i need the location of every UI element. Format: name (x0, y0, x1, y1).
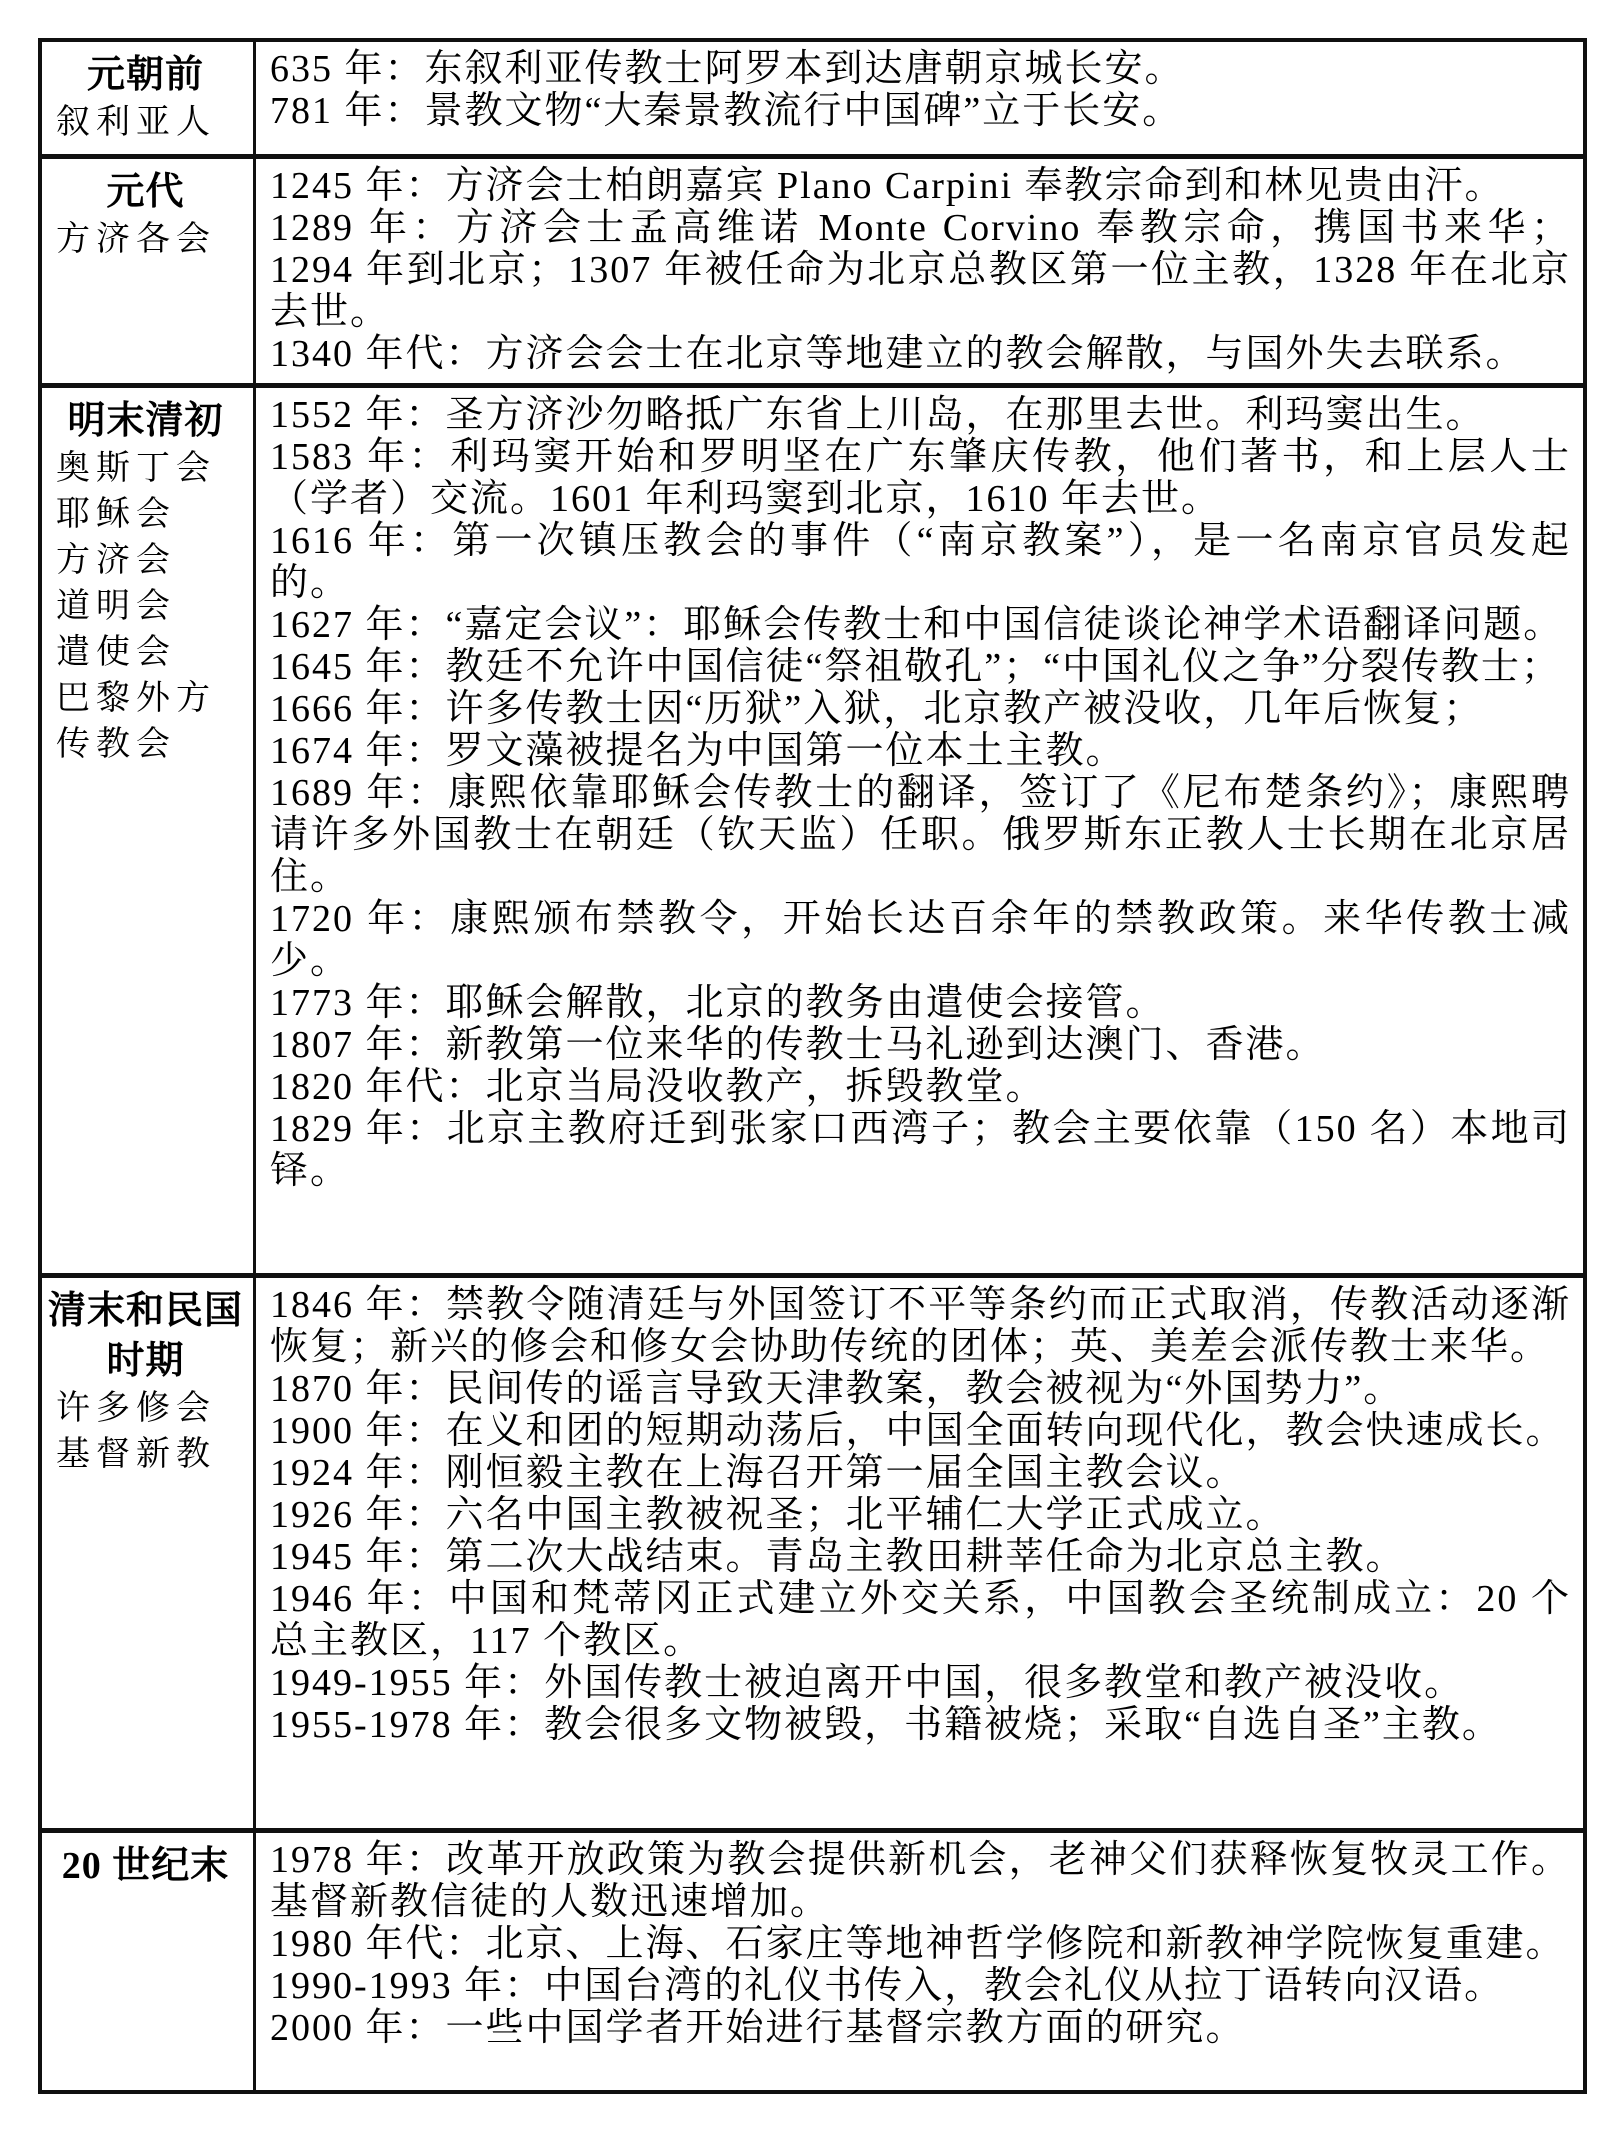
event-text: 1946 年：中国和梵蒂冈正式建立外交关系，中国教会圣统制成立：20 个总主教区，117 个教区。 (270, 1578, 1571, 1662)
period-row (42, 42, 1583, 154)
event-text: 1666 年：许多传教士因“历狱”入狱，北京教产被没收，几年后恢复； (270, 688, 1484, 730)
event-text: 1978 年：改革开放政策为教会提供新机会，老神父们获释恢复牧灵工作。基督新教信徒的人数迅速增加。 (270, 1839, 1571, 1923)
event-text: 1627 年：“嘉定会议”：耶稣会传教士和中国信徒谈论神学术语翻译问题。 (270, 604, 1564, 646)
event-text: 781 年：景教文物“大秦景教流行中国碑”立于长安。 (270, 90, 1183, 132)
event-text: 1846 年：禁教令随清廷与外国签订不平等条约而正式取消，传教活动逐渐恢复；新兴的修会和修女会协助传统的团体；英、美差会派传教士来华。 (270, 1284, 1571, 1368)
events-cell (256, 388, 1583, 1273)
events-cell (256, 1278, 1583, 1828)
events-cell (256, 159, 1583, 383)
order-name: 道明会 (56, 588, 176, 625)
event-text: 1829 年：北京主教府迁到张家口西湾子；教会主要依靠（150 名）本地司铎。 (270, 1108, 1571, 1192)
event-text: 1900 年：在义和团的短期动荡后，中国全面转向现代化，教会快速成长。 (270, 1410, 1566, 1452)
event-text: 1820 年代：北京当局没收教产，拆毁教堂。 (270, 1066, 1046, 1108)
timeline-table (38, 38, 1587, 2094)
event-text: 1773 年：耶稣会解散，北京的教务由遣使会接管。 (270, 982, 1166, 1024)
period-cell (42, 42, 256, 154)
order-name: 耶稣会 (56, 496, 176, 533)
period-row (42, 383, 1583, 1273)
event-text: 1645 年：教廷不允许中国信徒“祭祖敬孔”；“中国礼仪之争”分裂传教士； (270, 646, 1561, 688)
event-text: 635 年：东叙利亚传教士阿罗本到达唐朝京城长安。 (270, 48, 1185, 90)
event-text: 1807 年：新教第一位来华的传教士马礼逊到达澳门、香港。 (270, 1024, 1326, 1066)
period-title: 清末和民国时期 (47, 1290, 243, 1382)
events-cell (256, 42, 1583, 154)
period-title: 20 世纪末 (61, 1845, 230, 1887)
event-text: 1980 年代：北京、上海、石家庄等地神哲学修院和新教神学院恢复重建。 (270, 1923, 1566, 1965)
period-cell (42, 1833, 256, 2090)
event-text: 1616 年：第一次镇压教会的事件（“南京教案”），是一名南京官员发起的。 (270, 520, 1571, 604)
event-text: 1955-1978 年：教会很多文物被毁，书籍被烧；采取“自选自圣”主教。 (270, 1704, 1502, 1746)
order-name: 基督新教 (56, 1436, 216, 1473)
event-text: 1990-1993 年：中国台湾的礼仪书传入，教会礼仪从拉丁语转向汉语。 (270, 1965, 1505, 2007)
event-text: 1340 年代：方济会会士在北京等地建立的教会解散，与国外失去联系。 (270, 333, 1526, 375)
period-title: 元朝前 (86, 54, 204, 96)
order-name: 许多修会 (56, 1390, 216, 1427)
period-cell (42, 159, 256, 383)
event-text: 1674 年：罗文藻被提名为中国第一位本土主教。 (270, 730, 1126, 772)
period-row (42, 154, 1583, 383)
event-text: 1945 年：第二次大战结束。青岛主教田耕莘任命为北京总主教。 (270, 1536, 1406, 1578)
event-text: 1949-1955 年：外国传教士被迫离开中国，很多教堂和教产被没收。 (270, 1662, 1465, 1704)
event-text: 1689 年：康熙依靠耶稣会传教士的翻译，签订了《尼布楚条约》；康熙聘请许多外国教士在朝廷（钦天监）任职。俄罗斯东正教人士长期在北京居住。 (270, 772, 1571, 898)
event-text: 1245 年：方济会士柏朗嘉宾 Plano Carpini 奉教宗命到和林见贵由汗。 (270, 165, 1505, 207)
order-name: 巴黎外方传教会 (56, 680, 216, 763)
event-text: 1583 年：利玛窦开始和罗明坚在广东肇庆传教，他们著书，和上层人士（学者）交流。1601 年利玛窦到北京，1610 年去世。 (270, 436, 1571, 520)
period-row (42, 1828, 1583, 2090)
period-cell (42, 388, 256, 1273)
period-row (42, 1273, 1583, 1828)
event-text: 1720 年：康熙颁布禁教令，开始长达百余年的禁教政策。来华传教士减少。 (270, 898, 1571, 982)
order-name: 奥斯丁会 (56, 450, 216, 487)
period-cell (42, 1278, 256, 1828)
period-title: 明末清初 (67, 400, 224, 442)
period-title: 元代 (106, 171, 185, 213)
order-name: 叙利亚人 (56, 104, 216, 141)
event-text: 1552 年：圣方济沙勿略抵广东省上川岛，在那里去世。利玛窦出生。 (270, 394, 1486, 436)
order-name: 方济会 (56, 542, 176, 579)
event-text: 1924 年：刚恒毅主教在上海召开第一届全国主教会议。 (270, 1452, 1246, 1494)
events-cell (256, 1833, 1583, 2090)
event-text: 1926 年：六名中国主教被祝圣；北平辅仁大学正式成立。 (270, 1494, 1286, 1536)
order-name: 方济各会 (56, 221, 216, 258)
order-name: 遣使会 (56, 634, 176, 671)
event-text: 1870 年：民间传的谣言导致天津教案，教会被视为“外国势力”。 (270, 1368, 1404, 1410)
event-text: 2000 年：一些中国学者开始进行基督宗教方面的研究。 (270, 2007, 1246, 2049)
event-text: 1289 年：方济会士孟高维诺 Monte Corvino 奉教宗命，携国书来华；1294 年到北京；1307 年被任命为北京总教区第一位主教，1328 年在北京去世。 (270, 207, 1571, 333)
